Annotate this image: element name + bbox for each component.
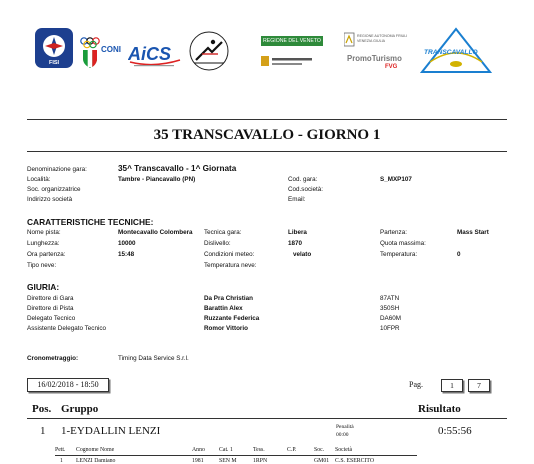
subheader-divider <box>55 455 417 456</box>
race-title <box>27 119 507 152</box>
soc-org-label: Soc. organizzatrice <box>27 186 81 193</box>
veneto-sub-logo <box>261 54 325 70</box>
quota-label: Quota massima: <box>380 240 426 247</box>
promoturismo-logo: PromoTurismo <box>347 54 402 63</box>
nome-pista-label: Nome pista: <box>27 229 61 236</box>
temp-neve-label: Temperatura neve: <box>204 262 257 269</box>
col-pett: Pett. <box>55 447 66 453</box>
print-date: 16/02/2018 - 18:50 <box>27 378 109 392</box>
aics-logo <box>128 42 184 70</box>
tipo-neve-label: Tipo neve: <box>27 262 57 269</box>
transcavallo-text: TRANSCAVALLO <box>424 49 478 56</box>
denominazione-label: Denominazione gara: <box>27 166 87 173</box>
svg-text:FISI: FISI <box>48 60 60 66</box>
giuria-role: Direttore di Gara <box>27 295 74 302</box>
header-divider <box>27 418 507 419</box>
row-pett: 1 <box>60 458 63 464</box>
giuria-code: 10FPR <box>380 325 400 332</box>
localita-label: Località: <box>27 176 51 183</box>
pos-header: Pos. <box>32 403 52 415</box>
giuria-code: 350SH <box>380 305 400 312</box>
col-tess: Tess. <box>253 447 265 453</box>
coni-text: CONI <box>101 45 121 54</box>
giuria-name: Barattin Alex <box>204 305 243 312</box>
dislivello-value: 1870 <box>288 240 303 247</box>
row-tess: 1RPN <box>253 458 268 464</box>
giuria-role: Direttore di Pista <box>27 305 74 312</box>
temperatura-label: Temperatura: <box>380 251 418 258</box>
partenza-label: Partenza: <box>380 229 407 236</box>
giuria-role: Delegato Tecnico <box>27 315 76 322</box>
result-time: 0:55:56 <box>438 425 472 437</box>
row-cat: SEN M <box>219 458 237 464</box>
tech-heading: CARATTERISTICHE TECNICHE: <box>27 217 154 227</box>
regione-fvg-text: REGIONE AUTONOMA FRIULI VENEZIA GIULIA <box>357 34 408 43</box>
row-nome: LENZI Damiano <box>76 458 116 464</box>
email-label: Email: <box>288 196 306 203</box>
tecnica-label: Tecnica gara: <box>204 229 242 236</box>
partenza-value: Mass Start <box>457 229 489 236</box>
giuria-name: Romor Vittorio <box>204 325 248 332</box>
giuria-code: 87ATN <box>380 295 400 302</box>
aics-text: AiCS <box>128 44 172 64</box>
promoturismo-fvg: FVG <box>385 64 398 70</box>
col-anno: Anno <box>192 447 205 453</box>
nome-pista-value: Montecavallo Colombera <box>118 229 193 236</box>
giuria-code: DA60M <box>380 315 401 322</box>
lunghezza-label: Lunghezza: <box>27 240 60 247</box>
cod-soc-label: Cod.società: <box>288 186 324 193</box>
giuria-heading: GIURIA: <box>27 282 60 292</box>
denominazione-value: 35^ Transcavallo - 1^ Giornata <box>118 164 237 173</box>
crono-label: Cronometraggio: <box>27 355 79 362</box>
giuria-name: Da Pra Christian <box>204 295 253 302</box>
meteo-label: Condizioni meteo: <box>204 251 255 258</box>
localita-value: Tambre - Piancavallo (PN) <box>118 176 196 183</box>
penalita-value: 00:00 <box>336 432 349 438</box>
cod-gara-label: Cod. gara: <box>288 176 318 183</box>
col-soc: Soc. <box>314 447 325 453</box>
tecnica-value: Libera <box>288 229 307 236</box>
crono-value: Timing Data Service S.r.l. <box>118 355 189 362</box>
ora-value: 15:48 <box>118 251 135 258</box>
col-societa: Società <box>335 447 353 453</box>
cod-gara-value: S_MXP107 <box>380 176 412 183</box>
skier-logo <box>188 30 230 72</box>
risultato-header: Risultato <box>418 403 461 415</box>
page-label: Pag. <box>409 380 423 389</box>
indirizzo-label: Indirizzo società <box>27 196 73 203</box>
page-number[interactable]: 1 <box>441 379 463 392</box>
gruppo-header: Gruppo <box>61 403 99 415</box>
row-societa: C.S. ESERCITO <box>335 458 375 464</box>
dislivello-label: Dislivello: <box>204 240 231 247</box>
col-cognome: Cognome Nome <box>76 447 115 453</box>
col-cp: C.P. <box>287 447 297 453</box>
col-cat: Cat. 1 <box>219 447 233 453</box>
meteo-value: velato <box>293 251 312 258</box>
race-title-text: 35 TRANSCAVALLO - GIORNO 1 <box>153 127 381 143</box>
row-soc: GM01 <box>314 458 330 464</box>
lunghezza-value: 10000 <box>118 240 136 247</box>
page-total: 7 <box>468 379 490 392</box>
ora-label: Ora partenza: <box>27 251 66 258</box>
sponsor-logos <box>0 28 534 78</box>
penalita-label: Penalità <box>336 424 354 430</box>
giuria-role: Assistente Delegato Tecnico <box>27 325 106 332</box>
row-anno: 1981 <box>192 458 204 464</box>
regione-veneto-logo: REGIONE DEL VENETO <box>261 36 323 46</box>
temperatura-value: 0 <box>457 251 461 258</box>
coni-logo <box>79 36 125 70</box>
result-group[interactable]: 1-EYDALLIN LENZI <box>61 425 161 437</box>
fisi-logo <box>33 26 75 70</box>
result-position: 1 <box>40 425 46 437</box>
giuria-name: Ruzzante Federica <box>204 315 260 322</box>
